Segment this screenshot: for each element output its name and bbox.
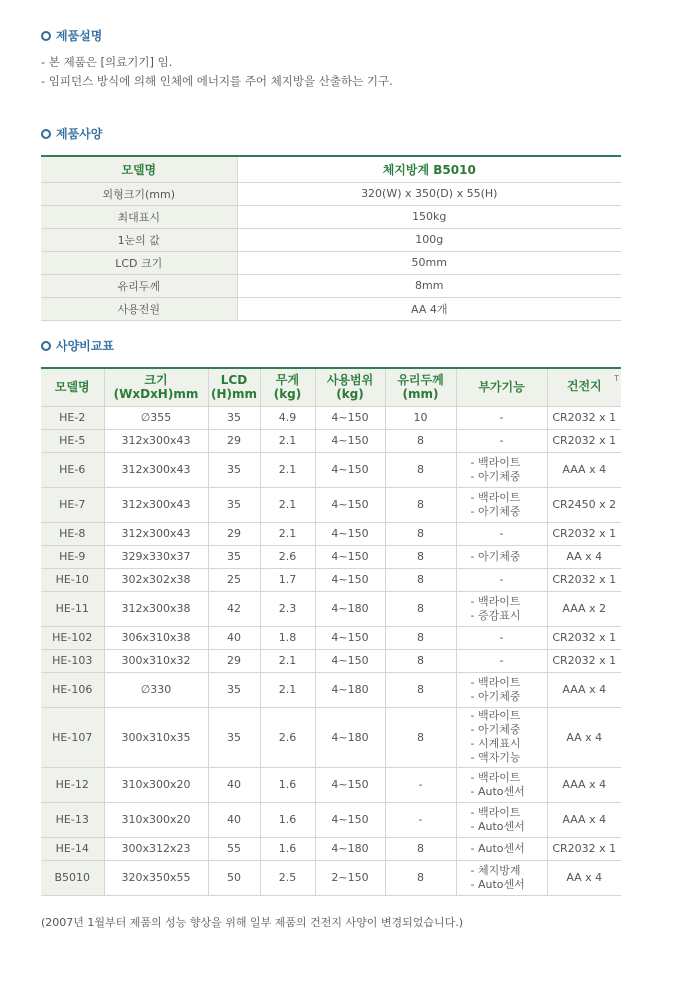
extra-feature-line: - 아기체중 [470, 723, 521, 736]
cell-glass: - [385, 767, 456, 802]
cell-glass: 10 [385, 406, 456, 429]
compare-body [41, 406, 621, 895]
spec-value: 150kg [237, 205, 621, 228]
table-row [41, 837, 621, 860]
cell-range: 2~150 [315, 860, 385, 895]
product-description [41, 53, 393, 91]
cell-size: ∅330 [104, 672, 208, 707]
spec-row [41, 251, 621, 274]
col-header-battery [547, 368, 621, 406]
cell-model: HE-103 [41, 649, 104, 672]
cell-range: 4~180 [315, 707, 385, 767]
cell-lcd: 29 [208, 649, 260, 672]
battery-header-text: 건전지 [566, 379, 602, 393]
table-row [41, 707, 621, 767]
cell-weight: 2.1 [260, 487, 315, 522]
cell-size: 329x330x37 [104, 545, 208, 568]
cell-battery: CR2032 x 1 [547, 626, 621, 649]
spec-value: AA 4개 [237, 297, 621, 320]
cell-battery: CR2032 x 1 [547, 649, 621, 672]
cell-weight: 1.7 [260, 568, 315, 591]
cell-glass: 8 [385, 626, 456, 649]
cell-weight: 1.6 [260, 802, 315, 837]
cell-model: HE-2 [41, 406, 104, 429]
spec-row [41, 182, 621, 205]
cell-size: 312x300x43 [104, 452, 208, 487]
cell-glass: 8 [385, 487, 456, 522]
cell-weight: 2.1 [260, 672, 315, 707]
cell-battery: CR2032 x 1 [547, 837, 621, 860]
cell-lcd: 35 [208, 672, 260, 707]
cell-weight: 2.1 [260, 649, 315, 672]
circle-bullet-icon [41, 129, 51, 139]
spec-label: 1눈의 값 [41, 228, 237, 251]
cell-battery: CR2032 x 1 [547, 406, 621, 429]
cell-size: 302x302x38 [104, 568, 208, 591]
cell-size: 300x310x35 [104, 707, 208, 767]
cell-model: HE-8 [41, 522, 104, 545]
cell-extra: - [456, 429, 547, 452]
cell-size: ∅355 [104, 406, 208, 429]
cell-battery: AA x 4 [547, 545, 621, 568]
cell-size: 310x300x20 [104, 802, 208, 837]
cell-model: HE-6 [41, 452, 104, 487]
cell-lcd: 25 [208, 568, 260, 591]
compare-table [41, 367, 621, 896]
cell-range: 4~150 [315, 649, 385, 672]
cell-glass: 8 [385, 649, 456, 672]
table-row [41, 802, 621, 837]
cell-battery: AA x 4 [547, 860, 621, 895]
compare-title-text: 사양비교표 [56, 339, 114, 353]
cell-model: HE-102 [41, 626, 104, 649]
cell-weight: 2.1 [260, 452, 315, 487]
cell-glass: 8 [385, 707, 456, 767]
cell-battery: CR2032 x 1 [547, 568, 621, 591]
cell-extra [456, 837, 547, 860]
cell-battery: AAA x 4 [547, 452, 621, 487]
cell-range: 4~150 [315, 487, 385, 522]
cell-battery: CR2032 x 1 [547, 429, 621, 452]
footnote: (2007년 1월부터 제품의 성능 향상을 위해 일부 제품의 건전지 사양이 변경되었습니다.) [41, 916, 464, 929]
cell-size: 312x300x38 [104, 591, 208, 626]
cell-extra [456, 591, 547, 626]
spec-value: 8mm [237, 274, 621, 297]
cell-glass: 8 [385, 672, 456, 707]
cell-range: 4~180 [315, 837, 385, 860]
cell-weight: 1.6 [260, 767, 315, 802]
col-header-model: 모델명 [41, 368, 104, 406]
cell-model: HE-5 [41, 429, 104, 452]
spec-row [41, 205, 621, 228]
table-row [41, 860, 621, 895]
cell-range: 4~150 [315, 568, 385, 591]
table-row [41, 429, 621, 452]
extra-feature-line: - 백라이트 [470, 675, 521, 689]
table-row [41, 626, 621, 649]
col-header-weight: 무게 (kg) [260, 368, 315, 406]
extra-feature-line: - 시계표시 [470, 737, 521, 750]
spec-header-label: 모델명 [41, 156, 237, 182]
compare-section-title [41, 337, 114, 354]
cell-extra: - [456, 406, 547, 429]
table-row [41, 767, 621, 802]
extra-feature-line: - 액자기능 [470, 751, 521, 764]
extra-feature-line: - 백라이트 [470, 490, 521, 504]
cell-battery: AAA x 2 [547, 591, 621, 626]
cell-weight: 2.3 [260, 591, 315, 626]
cell-lcd: 40 [208, 767, 260, 802]
cell-weight: 2.1 [260, 522, 315, 545]
cell-weight: 2.5 [260, 860, 315, 895]
cell-size: 312x300x43 [104, 487, 208, 522]
circle-bullet-icon [41, 31, 51, 41]
cell-lcd: 35 [208, 452, 260, 487]
cell-lcd: 42 [208, 591, 260, 626]
cell-battery: AAA x 4 [547, 802, 621, 837]
cell-battery: AAA x 4 [547, 672, 621, 707]
cell-extra [456, 707, 547, 767]
extra-feature-line: - 아기체중 [470, 549, 521, 563]
cell-size: 312x300x43 [104, 522, 208, 545]
cell-lcd: 35 [208, 487, 260, 522]
cell-glass: 8 [385, 522, 456, 545]
cell-extra: - [456, 649, 547, 672]
cell-range: 4~150 [315, 452, 385, 487]
cell-extra: - [456, 568, 547, 591]
cell-range: 4~150 [315, 767, 385, 802]
col-header-lcd: LCD (H)mm [208, 368, 260, 406]
spec-title-text: 제품사양 [56, 127, 103, 141]
table-row [41, 568, 621, 591]
cell-size: 300x312x23 [104, 837, 208, 860]
cell-range: 4~150 [315, 545, 385, 568]
spec-row [41, 274, 621, 297]
extra-feature-line: - 백라이트 [470, 805, 521, 819]
spec-header-value: 체지방계 B5010 [237, 156, 621, 182]
cell-size: 310x300x20 [104, 767, 208, 802]
cell-glass: 8 [385, 837, 456, 860]
cell-lcd: 35 [208, 707, 260, 767]
cell-range: 4~180 [315, 591, 385, 626]
cell-model: HE-7 [41, 487, 104, 522]
col-header-glass: 유리두께 (mm) [385, 368, 456, 406]
cell-glass: 8 [385, 860, 456, 895]
extra-feature-line: - 백라이트 [470, 709, 521, 722]
col-header-extra: 부가기능 [456, 368, 547, 406]
cell-lcd: 40 [208, 626, 260, 649]
cell-range: 4~150 [315, 522, 385, 545]
cell-extra: - [456, 522, 547, 545]
cell-range: 4~150 [315, 626, 385, 649]
cell-glass: 8 [385, 429, 456, 452]
spec-value: 100g [237, 228, 621, 251]
cell-model: HE-12 [41, 767, 104, 802]
extra-feature-line: - 아기체중 [470, 469, 521, 483]
spec-label: LCD 크기 [41, 251, 237, 274]
cell-extra [456, 860, 547, 895]
cell-extra [456, 767, 547, 802]
spec-label: 유리두께 [41, 274, 237, 297]
cell-lcd: 29 [208, 429, 260, 452]
table-row [41, 406, 621, 429]
circle-bullet-icon [41, 341, 51, 351]
cell-size: 320x350x55 [104, 860, 208, 895]
cell-battery: AAA x 4 [547, 767, 621, 802]
cell-model: HE-9 [41, 545, 104, 568]
col-header-size: 크기 (WxDxH)mm [104, 368, 208, 406]
cell-glass: 8 [385, 545, 456, 568]
cell-lcd: 40 [208, 802, 260, 837]
cell-weight: 2.1 [260, 429, 315, 452]
spec-section-title [41, 125, 102, 142]
cell-extra [456, 802, 547, 837]
description-section-title [41, 27, 102, 44]
cell-battery: CR2450 x 2 [547, 487, 621, 522]
cell-battery: AA x 4 [547, 707, 621, 767]
cell-size: 306x310x38 [104, 626, 208, 649]
spec-label: 사용전원 [41, 297, 237, 320]
cell-weight: 2.6 [260, 545, 315, 568]
cell-lcd: 50 [208, 860, 260, 895]
extra-feature-line: - Auto센서 [470, 841, 525, 855]
spec-header-row [41, 156, 621, 182]
cell-range: 4~180 [315, 672, 385, 707]
cell-battery: CR2032 x 1 [547, 522, 621, 545]
table-row [41, 452, 621, 487]
spec-label: 외형크기(mm) [41, 182, 237, 205]
extra-feature-line: - 증감표시 [470, 608, 521, 622]
cell-glass: 8 [385, 568, 456, 591]
cell-size: 312x300x43 [104, 429, 208, 452]
cell-model: HE-14 [41, 837, 104, 860]
extra-feature-line: - 백라이트 [470, 770, 521, 784]
cell-extra [456, 487, 547, 522]
cell-size: 300x310x32 [104, 649, 208, 672]
cell-model: HE-107 [41, 707, 104, 767]
cell-glass: 8 [385, 452, 456, 487]
cell-weight: 4.9 [260, 406, 315, 429]
col-header-range: 사용범위 (kg) [315, 368, 385, 406]
extra-feature-line: - 백라이트 [470, 594, 521, 608]
description-title-text: 제품설명 [56, 29, 103, 43]
spec-body [41, 182, 621, 320]
spec-table [41, 155, 621, 321]
extra-feature-line: - 체지방계 [470, 863, 521, 877]
cell-range: 4~150 [315, 406, 385, 429]
extra-feature-line: - Auto센서 [470, 784, 525, 798]
spec-value: 50mm [237, 251, 621, 274]
compare-header-row [41, 368, 621, 406]
cell-model: HE-106 [41, 672, 104, 707]
cell-extra: - [456, 626, 547, 649]
extra-feature-line: - Auto센서 [470, 819, 525, 833]
cell-lcd: 35 [208, 545, 260, 568]
cell-glass: 8 [385, 591, 456, 626]
description-line-2: - 임피던스 방식에 의해 인체에 에너지를 주어 체지방을 산출하는 기구. [41, 74, 393, 88]
table-row [41, 591, 621, 626]
table-row [41, 522, 621, 545]
cell-range: 4~150 [315, 429, 385, 452]
cell-weight: 2.6 [260, 707, 315, 767]
description-line-1: - 본 제품은 [의료기기] 임. [41, 55, 173, 69]
spec-value: 320(W) x 350(D) x 55(H) [237, 182, 621, 205]
cell-model: HE-11 [41, 591, 104, 626]
cell-weight: 1.8 [260, 626, 315, 649]
cell-model: HE-13 [41, 802, 104, 837]
extra-feature-line: - 아기체중 [470, 504, 521, 518]
spec-row [41, 297, 621, 320]
extra-feature-line: - 아기체중 [470, 689, 521, 703]
cell-lcd: 35 [208, 406, 260, 429]
spec-label: 최대표시 [41, 205, 237, 228]
cell-lcd: 55 [208, 837, 260, 860]
extra-feature-line: - Auto센서 [470, 877, 525, 891]
cell-model: B5010 [41, 860, 104, 895]
table-row [41, 649, 621, 672]
cell-range: 4~150 [315, 802, 385, 837]
corner-mark-icon: T [614, 374, 619, 383]
cell-weight: 1.6 [260, 837, 315, 860]
cell-glass: - [385, 802, 456, 837]
table-row [41, 545, 621, 568]
cell-lcd: 29 [208, 522, 260, 545]
cell-extra [456, 545, 547, 568]
table-row [41, 487, 621, 522]
spec-row [41, 228, 621, 251]
cell-extra [456, 672, 547, 707]
cell-model: HE-10 [41, 568, 104, 591]
cell-extra [456, 452, 547, 487]
table-row [41, 672, 621, 707]
extra-feature-line: - 백라이트 [470, 455, 521, 469]
